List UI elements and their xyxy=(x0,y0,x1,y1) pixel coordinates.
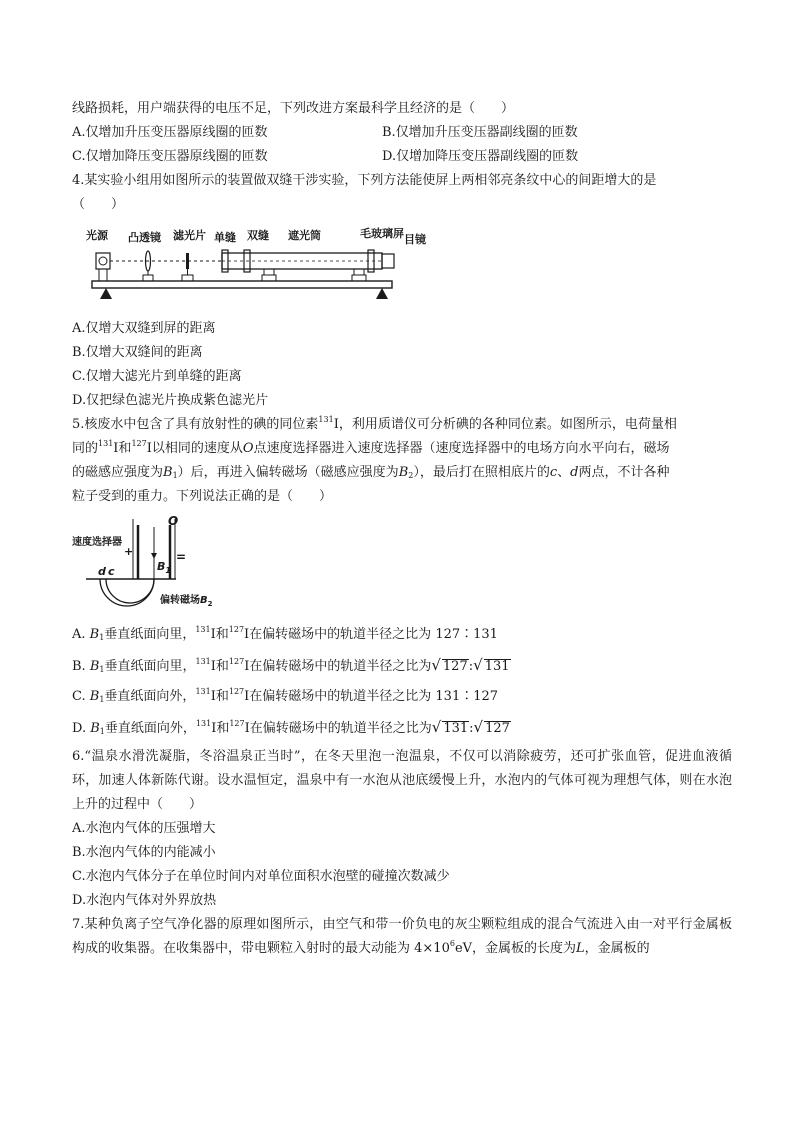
label-minus: = xyxy=(176,550,187,564)
q4-stem-line1: 4.某实验小组用如图所示的装置做双缝干涉实验，下列方法能使屏上两相邻亮条纹中心的间距增大的是 xyxy=(72,173,657,188)
q3-option-d: D.仅增加降压变压器副线圈的匝数 xyxy=(382,149,579,164)
label-filter: 滤光片 xyxy=(173,229,206,242)
tube-support-right xyxy=(354,269,364,275)
double-slit-apparatus-figure xyxy=(72,223,732,313)
label-deflect-field: 偏转磁场$B_2$ xyxy=(160,595,213,608)
q3-options-row1 xyxy=(72,121,732,145)
trajectory-outer xyxy=(100,579,154,606)
lens-base xyxy=(143,275,153,281)
q6-stem: 6.“温泉水滑洗凝脂，冬浴温泉正当时”，在冬天里泡一泡温泉，不仅可以消除疲劳，还可扩张血管，促进血液循环，加速人体新陈代谢。设水温恒定，温泉中有一水泡从池底缓慢上升，水泡内的气体可视为理想气体，则在水泡上升的过程中（ ） xyxy=(72,749,732,812)
tube-support-right-base xyxy=(352,275,366,281)
label-convex-lens: 凸透镜 xyxy=(128,231,161,244)
eyepiece xyxy=(382,254,394,268)
light-source-bulb xyxy=(99,257,107,265)
bench-foot-right xyxy=(376,288,388,299)
q4-option-c: C.仅增大滤光片到单缝的距离 xyxy=(72,369,242,384)
q5-stem-line2: 同的$^{131}$I和$^{127}$I以相同的速度从O点速度选择器进入速度选择器（速度选择器中的电场方向水平向右，磁场 xyxy=(72,439,670,456)
label-single-slit: 单缝 xyxy=(214,231,236,244)
optical-bench xyxy=(92,281,392,288)
mass-spectrometer-figure xyxy=(72,515,732,619)
label-light-source: 光源 xyxy=(86,229,108,242)
q6-option-b: B.水泡内气体的内能减小 xyxy=(72,845,216,860)
filter-base xyxy=(182,275,193,281)
filter-plate xyxy=(186,253,189,269)
light-source-box xyxy=(96,253,110,269)
label-B1: $B_1$ xyxy=(157,560,171,575)
q6-option-a: A.水泡内气体的压强增大 xyxy=(72,821,216,836)
label-d: d xyxy=(98,565,106,578)
exam-page xyxy=(72,97,732,961)
trajectory-inner xyxy=(106,579,154,603)
q5-stem-line4: 粒子受到的重力。下列说法正确的是（ ） xyxy=(72,489,333,504)
q5-option-d: D. $B_1$垂直纸面向外，$^{131}$I和$^{127}$I在偏转磁场中的轨道半径之比为√ 131:√ 127 xyxy=(72,718,510,736)
q3-stem: 线路损耗，用户端获得的电压不足，下列改进方案最科学且经济的是（ ） xyxy=(72,101,515,116)
q4-option-a: A.仅增大双缝到屏的距离 xyxy=(72,321,216,336)
light-source-stand xyxy=(99,269,107,281)
double-slit-apparatus-diagram xyxy=(72,223,432,309)
q5-option-c: C. $B_1$垂直纸面向外，$^{131}$I和$^{127}$I在偏转磁场中的轨道半径之比为 131∶127 xyxy=(72,687,499,704)
q3-option-c: C.仅增加降压变压器原线圈的匝数 xyxy=(72,149,268,164)
label-double-slit: 双缝 xyxy=(247,229,269,242)
label-velocity-selector: 速度选择器 xyxy=(72,537,122,548)
q6-option-c: C.水泡内气体分子在单位时间内对单位面积水泡壁的碰撞次数减少 xyxy=(72,869,450,884)
q4-stem-line2: （ ） xyxy=(72,197,125,212)
label-shade-tube: 遮光筒 xyxy=(288,229,321,242)
label-frosted-screen: 毛玻璃屏 xyxy=(360,227,404,240)
q4-option-b: B.仅增大双缝间的距离 xyxy=(72,345,203,360)
q3-option-b: B.仅增加升压变压器副线圈的匝数 xyxy=(382,125,578,140)
tube-support-left-base xyxy=(262,275,276,281)
q4-option-d: D.仅把绿色滤光片换成紫色滤光片 xyxy=(72,393,269,408)
label-O: O xyxy=(168,515,179,528)
label-plus: + xyxy=(124,545,134,558)
q7-stem: 7.某种负离子空气净化器的原理如图所示，由空气和带一价负电的灰尘颗粒组成的混合气流进入由一对平行金属板构成的收集器。在收集器中，带电颗粒入射时的最大动能为 $4\times 10^6eV$，金属板的长度为L，金属板的 xyxy=(72,917,732,956)
particle-arrow xyxy=(151,553,157,559)
q6-option-d: D.水泡内气体对外界放热 xyxy=(72,893,217,908)
label-eyepiece: 目镜 xyxy=(404,233,426,246)
q5-stem-line3: 的磁感应强度为$B_1$）后，再进入偏转磁场（磁感应强度为$B_2$），最后打在照相底片的c、d两点，不计各种 xyxy=(72,465,670,480)
label-c: c xyxy=(108,565,115,578)
q3-options-row2 xyxy=(72,145,732,169)
q5-option-b: B. $B_1$垂直纸面向里，$^{131}$I和$^{127}$I在偏转磁场中的轨道半径之比为√ 127:√ 131 xyxy=(72,656,510,674)
q5-option-a: A. $B_1$垂直纸面向里，$^{131}$I和$^{127}$I在偏转磁场中的轨道半径之比为 127∶131 xyxy=(72,625,498,642)
bench-foot-left xyxy=(100,288,112,299)
q3-option-a: A.仅增加升压变压器原线圈的匝数 xyxy=(72,125,268,140)
q5-stem-line1: 5.核废水中包含了具有放射性的碘的同位素$^{131}$I，利用质谱仪可分析碘的各种同位素。如图所示，电荷量相 xyxy=(72,415,677,432)
tube-support-left xyxy=(264,269,274,275)
mass-spectrometer-diagram xyxy=(72,515,242,615)
